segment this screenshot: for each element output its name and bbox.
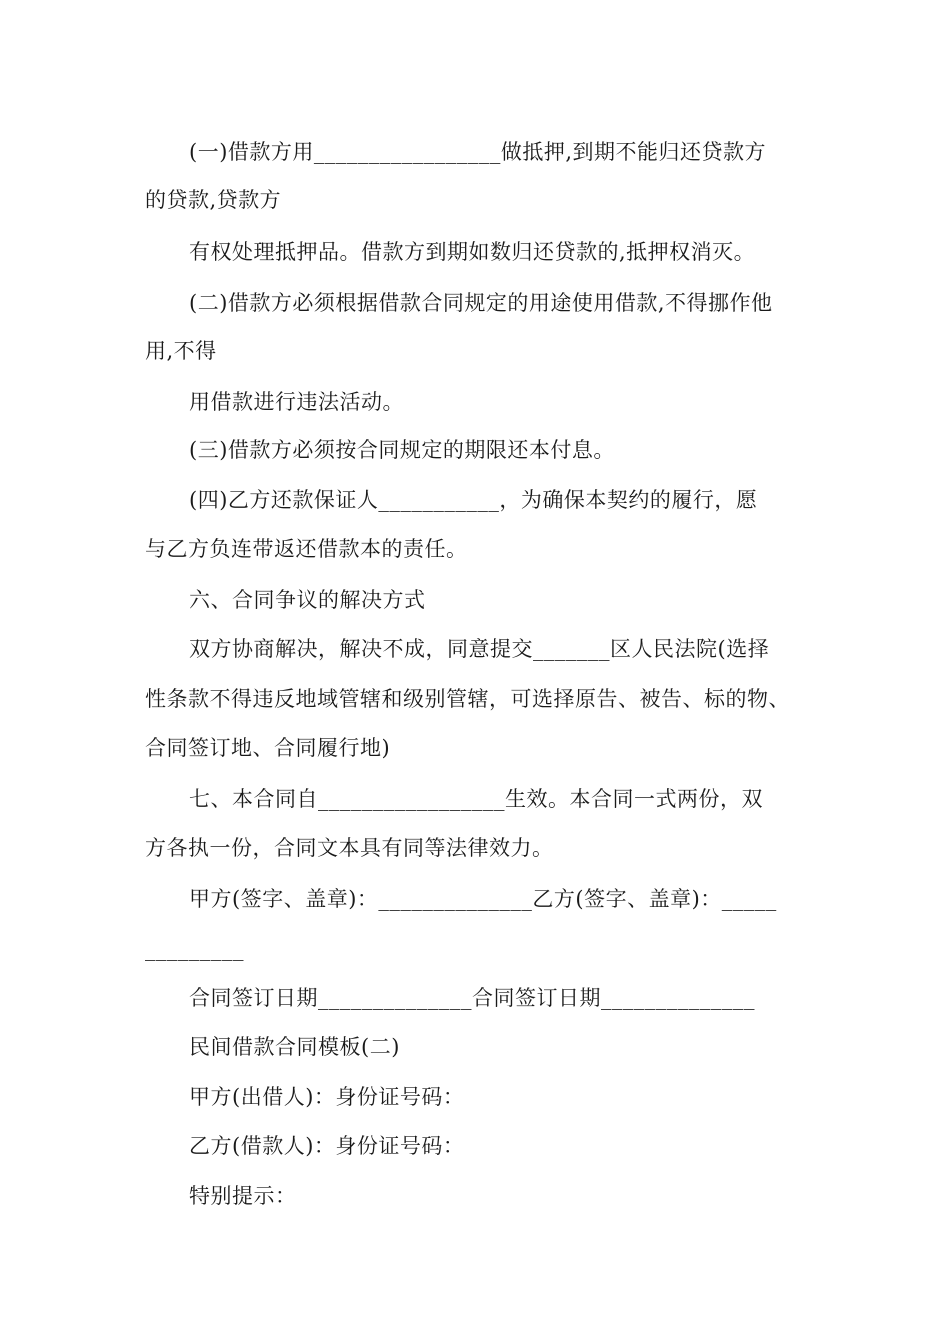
special-notice-heading: 特别提示： xyxy=(189,1184,297,1208)
signature-line-2: _________ xyxy=(145,937,244,961)
section-6-line-2: 性条款不得违反地域管辖和级别管辖，可选择原告、被告、标的物、 xyxy=(145,687,790,711)
signature-line-1: 甲方(签字、盖章)：______________乙方(签字、盖章)：_____ xyxy=(189,887,777,911)
signing-date-line: 合同签订日期______________合同签订日期______________ xyxy=(189,986,755,1010)
clause-1-line-1: (一)借款方用_________________做抵押,到期不能归还贷款方 xyxy=(189,140,767,164)
clause-2-line-3: 用借款进行违法活动。 xyxy=(189,390,404,414)
clause-2-line-1: (二)借款方必须根据借款合同规定的用途使用借款,不得挪作他 xyxy=(189,291,773,315)
section-7-line-1: 七、本合同自_________________生效。本合同一式两份，双 xyxy=(189,787,763,811)
clause-1-line-2: 的贷款,贷款方 xyxy=(145,188,282,212)
clause-1-line-3: 有权处理抵押品。借款方到期如数归还贷款的,抵押权消灭。 xyxy=(189,240,756,264)
clause-3-line: (三)借款方必须按合同规定的期限还本付息。 xyxy=(189,438,615,462)
section-6-line-3: 合同签订地、合同履行地) xyxy=(145,736,391,760)
section-6-line-1: 双方协商解决，解决不成，同意提交_______区人民法院(选择 xyxy=(189,637,770,661)
lender-id-line: 甲方(出借人)：身份证号码： xyxy=(189,1085,465,1109)
clause-4-line-1: (四)乙方还款保证人___________，为确保本契约的履行，愿 xyxy=(189,488,758,512)
clause-2-line-2: 用,不得 xyxy=(145,339,217,363)
clause-4-line-2: 与乙方负连带返还借款本的责任。 xyxy=(145,537,468,561)
section-7-line-2: 方各执一份，合同文本具有同等法律效力。 xyxy=(145,836,554,860)
borrower-id-line: 乙方(借款人)：身份证号码： xyxy=(189,1134,465,1158)
section-6-heading: 六、合同争议的解决方式 xyxy=(189,588,426,612)
template-2-title: 民间借款合同模板(二) xyxy=(189,1035,400,1059)
